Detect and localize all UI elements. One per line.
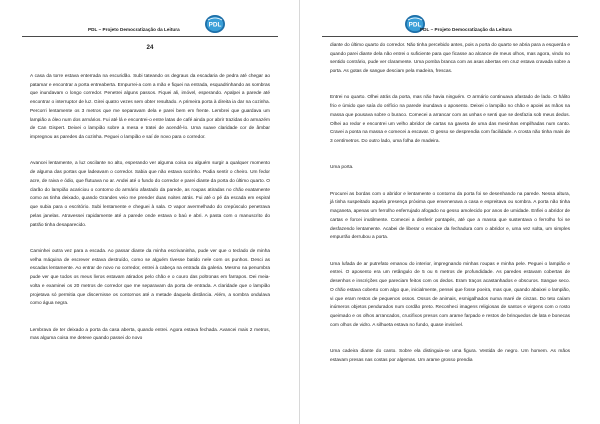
right-paragraph-5: Uma lufada de ar putrefato emanou do interior, impregnando minhas roupas e minha pele. Peguei o lampião e entrei. O aposento era um retângulo de 5 ou 6 metros de profundidade. As paredes estavam cobertas de desenhos e inscrições que pareciam feitos com os dedos. Eram traços acastanhados e obscuros. Sangue seco. O chão estava coberto com algo que, inicialmente, pensei que fosse poeira, mas que, quando abaixei o lampião, vi que eram restos de pequenos ossos. Ossos de animais, esmigalhados numa maré de cinzas. Do teto caíam inúmeros objetos pendurados num cordão preto. Reconheci imagens religiosas de santos e virgens com o rosto queimado e os olhos arrancados, crucifixos presos com arame farpado e restos de brinquedos de lata e bonecas com olhos de vidro. A silhueta estava no fundo, quase invisível. <box>330 261 570 328</box>
page-number: 24 <box>146 44 154 51</box>
left-paragraph-3: Caminhei outra vez para a escada. Ao passar diante da minha escrivaninha, pude ver que o teclado de minha velha máquina de escrever estava destruído, como se alguém tivesse batido nele com os punhos. Desci as escadas lentamente. Ao entrar de novo no corredor, entrei à cabeça na entrada da galeria. Mesmo na penumbra pude ver que todos os meus livros estavam atirados pelo chão e o couro das poltronas em farrapos. Dei meia-volta e examinei os 20 metros de corredor que me separavam da porta de entrada. A claridade que o lampião projetava só permitia que discernisse os contornos até a metade daquela distância. Além, a sombra ondulava como água negra. <box>30 248 270 307</box>
right-paragraph-3: Uma porta. <box>330 165 354 171</box>
pdl-logo-icon <box>204 14 226 34</box>
right-page <box>300 0 600 424</box>
left-page-body <box>30 64 270 353</box>
right-header-title: PDL – Projeto Democratização da Leitura <box>420 27 512 32</box>
right-paragraph-4: Procurei as bordas com o abridor e lentamente o contorno da porta foi se desenhando na parede. Nessa altura, já tinha suspeitado aquela presença próxima que envenenava a casa e espreitava ou sombra. A porta não tinha maçaneta, apenas um ferrolho enferrujado afogado no gesso amolecido por anos de umidade. Enfiei o abridor de cartas e forcei inutilmente. Comecei a desferir pontapés, até que a massa que sustentava o ferrolho foi se desfazendo lentamente. Acabei de liberar o encaixe da fechadura com o abridor e, uma vez solta, um simples empurrão derrubou a porta. <box>330 191 570 241</box>
left-paragraph-2: Avancei lentamente, a luz oscilante no alto, esperando ver alguma coisa ou alguém surgir a qualquer momento de alguma das portas que ladeavam o corredor. Sabia que não estava sozinho. Podia sentir o cheiro. Um fedor acre, de raiva e ódio, que flutuava no ar. Andei até o fundo do corredor e parei diante da porta do último quarto. O clarão do lampião acariciou o contorno do armário afastado da parede, as roupas atiradas no chão exatamente como as tinha deixado, quando Grandes veio me prender duas noites atrás. Fui até o pé da escada em espiral que subia para o escritório. Subi lentamente e cheguei à sala. O vapor avermelhado do crepúsculo penetrava pelas janelas. Atravessei rapidamente até a parede onde estava o baú e abri. A pasta com o manuscrito do patrão tinha desaparecido. <box>30 161 270 228</box>
left-paragraph-4: Lembrava de ter deixado a porta da casa aberta, quando entrei. Agora estava fechada. Avancei mais 2 metros, mas alguma coisa me deteve quando passei do novo <box>30 327 270 342</box>
right-paragraph-2: Entrei no quarto. Olhei atrás da porta, mas não havia ninguém. O armário continuava afastado de lado. O hálito frio e úmido que saía do orifício na parede inundava o aposento. Deixei o lampião no chão e apoiei as mãos na massa que pousava sobre o buraco. Comecei a arrancar com as unhas e senti que se desfazia sob meus dedos. Olhei ao redor e encontrei um velho abridor de cartas na gaveta de uma das mesinhas empilhadas num canto. Cravei a ponta na massa e comecei a escavar. O gesso se desprendia com facilidade. A crosta não tinha mais de 3 centímetros. Do outro lado, uma folha de madeira. <box>330 95 570 144</box>
left-logo-text: PDL <box>208 21 222 29</box>
right-logo-text: PDL <box>408 21 422 29</box>
left-page-header <box>22 10 278 37</box>
left-paragraph-1: A casa da torre estava enterrada na escuridão. Subi tateando os degraus da escadaria de pedra até chegar ao patamar e encontrar a porta entreaberta. Empurrei-a com a mão e fiquei na entrada, esquadrinhando as sombras que inundavam o longo corredor. Penetrei alguns passos. Fiquei ali, imóvel, esperando. Apalpei a parede até encontrar o interruptor de luz. Girei quatro vezes sem obter resultado. A primeira porta à direita ia dar na cozinha. Percorri lentamente os 3 metros que me separavam dela e parei bem em frente. Lembrei que guardava um lampião a óleo num dos armários. Fui até lá e encontrei-o entre latas de café ainda por abrir trazidas do armazém de Can Gispert. Deixei o lampião sobre a mesa e tratei de acendê-lo. Uma suave claridade cor de âmbar impregnou as paredes da cozinha. Peguei o lampião e saí de novo para o corredor. <box>30 73 270 140</box>
right-page-body <box>330 33 570 374</box>
right-paragraph-6: Uma cadeira diante do canto. Sobre ela distinguia-se uma figura. Vestida de negro. Um homem. As mãos estavam presas nas costas por algemas. Um arame grosso prendia <box>330 349 570 363</box>
right-paragraph-1: diante do último quarto do corredor. Não tinha percebido antes, pois a porta do quarto se abria para a esquerda e quando parei diante dela não entrei o suficiente para que ficasse ao alcance de meus olhos, mas agora, vindo no sentido contrário, pude ver claramente. Uma pomba branca com as asas abertas em cruz estava cravada sobre a porta. As gotas de sangue desciam pela madeira, frescas. <box>330 42 570 74</box>
left-header-title: PDL – Projeto Democratização da Leitura <box>88 27 180 32</box>
